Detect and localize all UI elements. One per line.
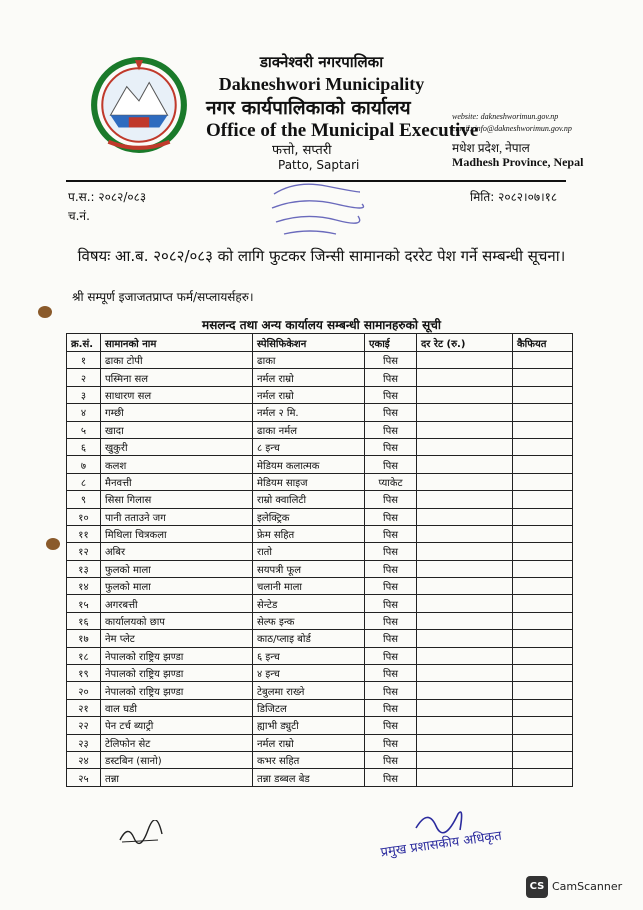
row-sn: ८ [67,473,101,490]
row-rate [417,578,513,595]
row-specification: फ्रेम सहित [253,525,365,542]
row-unit: पिस [365,612,417,629]
row-specification: ह्याभी ड्युटी [253,717,365,734]
row-sn: १६ [67,612,101,629]
row-rate [417,734,513,751]
table-row [67,404,573,421]
row-item-name: गम्छी [101,404,253,421]
row-item-name: पस्मिना सल [101,369,253,386]
row-rate [417,421,513,438]
row-specification: ६ इन्च [253,647,365,664]
row-specification: नर्मल राम्रो [253,734,365,751]
row-rate [417,473,513,490]
row-rate [417,404,513,421]
row-sn: १० [67,508,101,525]
row-unit: पिस [365,578,417,595]
row-specification: राम्रो क्वालिटी [253,491,365,508]
row-sn: १४ [67,578,101,595]
table-row [67,560,573,577]
row-remarks [513,751,573,768]
row-specification: मेडियम साइज [253,473,365,490]
row-unit: पिस [365,491,417,508]
row-remarks [513,595,573,612]
table-header-row [67,334,573,352]
row-specification: नर्मल २ मि. [253,404,365,421]
row-rate [417,369,513,386]
row-sn: १३ [67,560,101,577]
row-rate [417,699,513,716]
table-row [67,543,573,560]
table-row [67,769,573,786]
table-row [67,647,573,664]
row-remarks [513,769,573,786]
row-sn: २३ [67,734,101,751]
location-en: Patto, Saptari [278,158,360,172]
table-row [67,386,573,403]
row-item-name: पानी तताउने जग [101,508,253,525]
row-remarks [513,717,573,734]
camscanner-logo-icon: CS [526,876,548,898]
row-unit: पिस [365,630,417,647]
row-item-name: नेम प्लेट [101,630,253,647]
items-table [66,333,573,787]
row-rate [417,665,513,682]
row-specification: मेडियम कलात्मक [253,456,365,473]
row-sn: २२ [67,717,101,734]
row-remarks [513,404,573,421]
row-unit: पिस [365,717,417,734]
subject-line: विषयः आ.ब. २०८२/०८३ को लागि फुटकर जिन्सी सामानको दररेट पेश गर्ने सम्बन्धी सूचना। [77,247,566,265]
row-unit: पिस [365,665,417,682]
row-rate [417,491,513,508]
row-sn: २५ [67,769,101,786]
col-sn: क्र.सं. [67,334,101,352]
row-rate [417,438,513,455]
row-specification: चलानी माला [253,578,365,595]
col-rate: दर रेट (रु.) [417,334,513,352]
row-unit: पिस [365,508,417,525]
table-row [67,473,573,490]
row-unit: पिस [365,404,417,421]
row-rate [417,595,513,612]
row-sn: ५ [67,421,101,438]
row-remarks [513,578,573,595]
row-specification: नर्मल राम्रो [253,369,365,386]
row-unit: पिस [365,543,417,560]
punch-hole-icon [46,538,60,550]
row-sn: १ [67,352,101,369]
table-row [67,578,573,595]
table-row [67,612,573,629]
row-unit: पिस [365,438,417,455]
row-remarks [513,352,573,369]
row-sn: १२ [67,543,101,560]
row-remarks [513,612,573,629]
row-rate [417,525,513,542]
table-row [67,734,573,751]
table-row [67,682,573,699]
row-sn: ९ [67,491,101,508]
row-item-name: खुकुरी [101,438,253,455]
row-unit: पिस [365,369,417,386]
addressee: श्री सम्पूर्ण इजाजतप्राप्त फर्म/सप्लायर्सहरु। [72,290,254,304]
row-item-name: तन्ना [101,769,253,786]
row-specification: टेबुलमा राख्ने [253,682,365,699]
row-item-name: अबिर [101,543,253,560]
row-sn: ६ [67,438,101,455]
row-rate [417,769,513,786]
row-rate [417,508,513,525]
row-sn: ११ [67,525,101,542]
row-item-name: खादा [101,421,253,438]
row-item-name: अगरबत्ती [101,595,253,612]
row-unit: पिस [365,560,417,577]
row-rate [417,630,513,647]
row-item-name: नेपालको राष्ट्रिय झण्डा [101,682,253,699]
col-remarks: कैफियत [513,334,573,352]
office-stamp-icon [266,174,366,244]
row-remarks [513,665,573,682]
office-name-np: नगर कार्यपालिकाको कार्यालय [206,97,411,119]
row-rate [417,456,513,473]
office-name-en: Office of the Municipal Executive [206,120,479,141]
row-item-name: डस्टबिन (सानो) [101,751,253,768]
row-item-name: कलश [101,456,253,473]
row-unit: पिस [365,647,417,664]
row-rate [417,717,513,734]
row-specification: कभर सहित [253,751,365,768]
row-unit: पिस [365,595,417,612]
row-sn: १५ [67,595,101,612]
row-specification: काठ/प्लाइ बोर्ड [253,630,365,647]
row-unit: पिस [365,734,417,751]
row-rate [417,682,513,699]
row-specification: नर्मल राम्रो [253,386,365,403]
row-sn: २ [67,369,101,386]
row-unit: पिस [365,456,417,473]
row-sn: ७ [67,456,101,473]
date: मिति: २०८२।०७।१८ [470,190,558,204]
row-rate [417,647,513,664]
row-unit: पिस [365,769,417,786]
row-rate [417,612,513,629]
row-item-name: टेलिफोन सेट [101,734,253,751]
row-item-name: वाल घडी [101,699,253,716]
row-rate [417,751,513,768]
row-item-name: नेपालको राष्ट्रिय झण्डा [101,647,253,664]
table-row [67,352,573,369]
reference-number: प.स.: २०८२/०८३ [68,190,147,204]
col-item-name: सामानको नाम [101,334,253,352]
row-remarks [513,491,573,508]
table-row [67,421,573,438]
row-specification: ४ इन्च [253,665,365,682]
province-en: Madhesh Province, Nepal [452,155,584,169]
row-item-name: कार्यालयको छाप [101,612,253,629]
row-item-name: मैनवत्ती [101,473,253,490]
row-remarks [513,682,573,699]
row-sn: ४ [67,404,101,421]
row-item-name: फुलको माला [101,560,253,577]
row-item-name: मिथिला चित्रकला [101,525,253,542]
row-item-name: पेन टर्च ब्याट्री [101,717,253,734]
row-specification: रातो [253,543,365,560]
table-title: मसलन्द तथा अन्य कार्यालय सम्बन्धी सामानहरुको सूची [202,318,441,332]
row-item-name: नेपालको राष्ट्रिय झण्डा [101,665,253,682]
row-remarks [513,438,573,455]
signature-label: प्रमुख प्रशासकीय अधिकृत [379,828,503,861]
website-text: website: dakneshworimun.gov.np [452,112,559,121]
row-remarks [513,560,573,577]
table-row [67,699,573,716]
signature-icon [118,820,164,846]
row-rate [417,352,513,369]
row-remarks [513,456,573,473]
row-sn: ३ [67,386,101,403]
province-np: मधेश प्रदेश, नेपाल [452,141,530,155]
row-remarks [513,734,573,751]
row-specification: सेल्फ इन्क [253,612,365,629]
municipality-name-np: डाक्नेश्वरी नगरपालिका [259,53,384,71]
row-unit: पिस [365,386,417,403]
row-specification: ढाका नर्मल [253,421,365,438]
row-item-name: फुलको माला [101,578,253,595]
table-row [67,491,573,508]
table-row [67,456,573,473]
row-unit: पिस [365,751,417,768]
row-remarks [513,630,573,647]
row-remarks [513,508,573,525]
email-text: email: info@dakneshworimun.gov.np [452,124,572,133]
row-item-name: साधारण सल [101,386,253,403]
row-unit: पिस [365,682,417,699]
row-specification: सेन्टेड [253,595,365,612]
row-specification: ढाका [253,352,365,369]
row-specification: ८ इन्च [253,438,365,455]
row-rate [417,386,513,403]
table-row [67,595,573,612]
row-rate [417,543,513,560]
row-rate [417,560,513,577]
row-specification: सयपत्री फूल [253,560,365,577]
row-specification: डिजिटल [253,699,365,716]
dispatch-number: च.नं. [68,209,90,223]
row-unit: पिस [365,699,417,716]
row-unit: पिस [365,421,417,438]
row-sn: १८ [67,647,101,664]
row-remarks [513,525,573,542]
row-item-name: सिसा गिलास [101,491,253,508]
row-remarks [513,543,573,560]
row-unit: पिस [365,525,417,542]
table-row [67,717,573,734]
row-remarks [513,386,573,403]
row-remarks [513,699,573,716]
row-remarks [513,421,573,438]
row-remarks [513,647,573,664]
row-sn: १९ [67,665,101,682]
col-specification: स्पेसिफिकेशन [253,334,365,352]
table-row [67,525,573,542]
municipality-name-en: Dakneshwori Municipality [218,74,425,94]
table-row [67,508,573,525]
row-sn: २४ [67,751,101,768]
col-unit: एकाई [365,334,417,352]
row-sn: २० [67,682,101,699]
table-row [67,438,573,455]
row-specification: इलेक्ट्रिक [253,508,365,525]
location-np: फत्तो, सप्तरी [272,143,332,158]
row-sn: १७ [67,630,101,647]
row-unit: प्याकेट [365,473,417,490]
row-sn: २१ [67,699,101,716]
table-row [67,369,573,386]
camscanner-label: CamScanner [552,880,623,893]
row-unit: पिस [365,352,417,369]
row-item-name: ढाका टोपी [101,352,253,369]
table-row [67,751,573,768]
table-row [67,665,573,682]
table-row [67,630,573,647]
row-remarks [513,369,573,386]
row-remarks [513,473,573,490]
row-specification: तन्ना डब्बल बेड [253,769,365,786]
